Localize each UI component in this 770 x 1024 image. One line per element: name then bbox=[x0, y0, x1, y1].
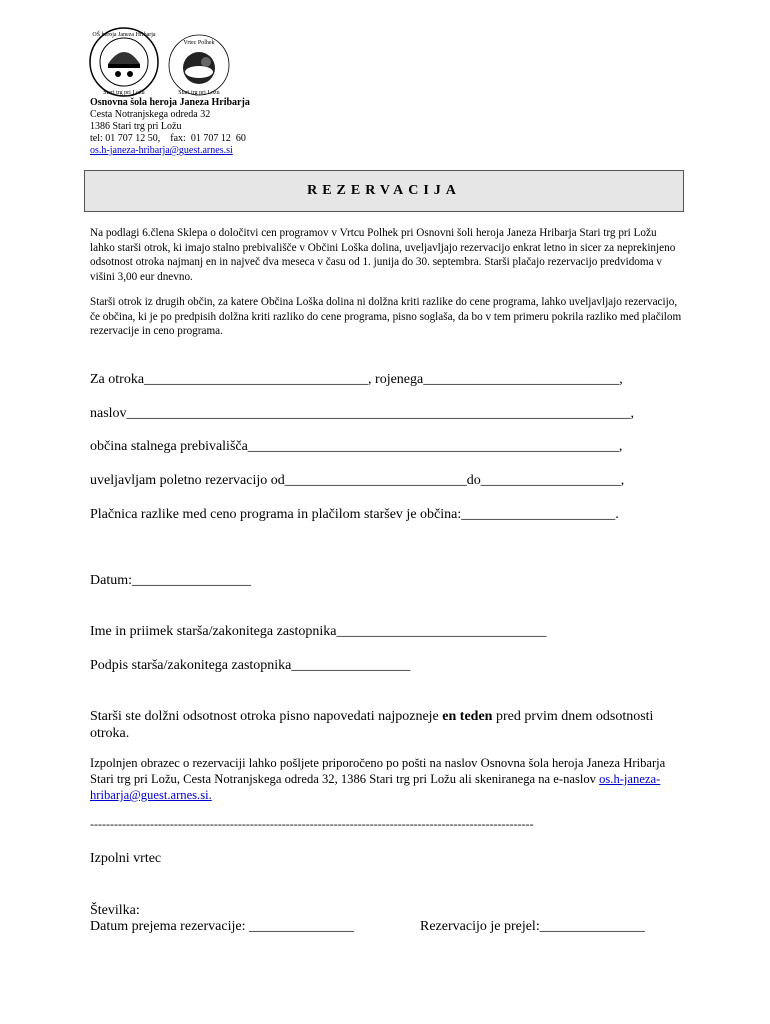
school-street: Cesta Notranjskega odreda 32 bbox=[90, 109, 211, 120]
absence-notice bbox=[90, 708, 680, 742]
cut-line-divider: --------------------------------------------------------------------------------------------------------------- bbox=[90, 817, 534, 831]
school-address-block bbox=[90, 97, 250, 157]
vrtec-logo bbox=[166, 32, 232, 98]
vrtec-logo-text-top: Vrtec Polhek bbox=[183, 40, 215, 46]
school-logo-text-bottom: Stari trg pri Ložu bbox=[103, 90, 145, 96]
title-banner bbox=[84, 170, 684, 212]
parent-signature-field[interactable]: Podpis starša/zakonitega zastopnika_________________ bbox=[90, 658, 411, 673]
school-city: 1386 Stari trg pri Ložu bbox=[90, 121, 182, 132]
reservation-period-field[interactable]: uveljavljam poletno rezervacijo od__________________________do____________________, bbox=[90, 473, 625, 488]
school-phone-fax: tel: 01 707 12 50, fax: 01 707 12 60 bbox=[90, 133, 246, 144]
child-name-birth-field[interactable]: Za otroka________________________________, rojenega____________________________, bbox=[90, 372, 623, 387]
date-field[interactable]: Datum:_________________ bbox=[90, 573, 251, 588]
municipality-field[interactable]: občina stalnega prebivališča_____________________________________________________, bbox=[90, 439, 623, 454]
receipt-date-field[interactable]: Datum prejema rezervacije: _______________ bbox=[90, 919, 354, 934]
intro-paragraph-2: Starši otrok iz drugih občin, za katere Občina Loška dolina ni dolžna kriti razlike do cene programa, lahko uveljavljajo rezervacijo, če občina, ki je po predpisih dolžna kriti razliko do cene programa, pisno soglaša, da bo v tem primeru pokrila razliko med plačilom rezervacije in ceno programa. bbox=[90, 296, 682, 337]
school-email-link[interactable]: os.h-janeza-hribarja@guest.arnes.si bbox=[90, 145, 233, 156]
office-use-heading: Izpolni vrtec bbox=[90, 851, 162, 866]
received-by-field[interactable]: Rezervacijo je prejel:_______________ bbox=[420, 919, 645, 934]
vrtec-logo-text-bottom: Stari trg pri Ložu bbox=[178, 90, 220, 96]
logos bbox=[88, 26, 234, 98]
school-name: Osnovna šola heroja Janeza Hribarja bbox=[90, 97, 250, 108]
parent-name-field[interactable]: Ime in priimek starša/zakonitega zastopnika______________________________ bbox=[90, 624, 547, 639]
page-title: REZERVACIJA bbox=[307, 183, 461, 198]
payer-municipality-field[interactable]: Plačnica razlike med ceno programa in plačilom staršev je občina:______________________. bbox=[90, 507, 619, 522]
reference-number-field[interactable]: Številka: bbox=[90, 903, 140, 918]
notice-text-before: Starši ste dolžni odsotnost otroka pisno napovedati najpozneje bbox=[90, 709, 443, 724]
intro-paragraph-1: Na podlagi 6.člena Sklepa o določitvi cen programov v Vrtcu Polhek pri Osnovni šoli heroja Janeza Hribarja Stari trg pri Ložu lahko starši otrok, ki imajo stalno prebivališče v Občini Loška dolina, uveljavljajo rezervacijo enkrat letno in sicer za neprekinjeno odsotnost otroka najmanj en in največ dva meseca v času od 1. junija do 30. septembra. Starši plačajo rezervacijo predvidoma v višini 3,00 eur dnevno. bbox=[90, 227, 676, 283]
submission-text: Izpolnjen obrazec o rezervaciji lahko pošljete priporočeno po pošti na naslov Osnovna šola heroja Janeza Hribarja Stari trg pri Ložu, Cesta Notranjskega odreda 32, 1386 Stari trg pri Ložu ali skeniranega na e-naslov bbox=[90, 756, 666, 786]
school-logo bbox=[88, 26, 160, 98]
notice-bold-text: en teden bbox=[442, 709, 493, 724]
address-field[interactable]: naslov________________________________________________________________________, bbox=[90, 406, 635, 421]
submission-instructions bbox=[90, 755, 680, 803]
submission-email-link[interactable]: os.h-janeza-hribarja@guest.arnes.si. bbox=[90, 772, 661, 802]
notice-text-after: pred prvim dnem odsotnosti otroka. bbox=[90, 709, 654, 741]
school-logo-text-top: OŠ heroja Janeza Hribarja bbox=[92, 32, 156, 38]
